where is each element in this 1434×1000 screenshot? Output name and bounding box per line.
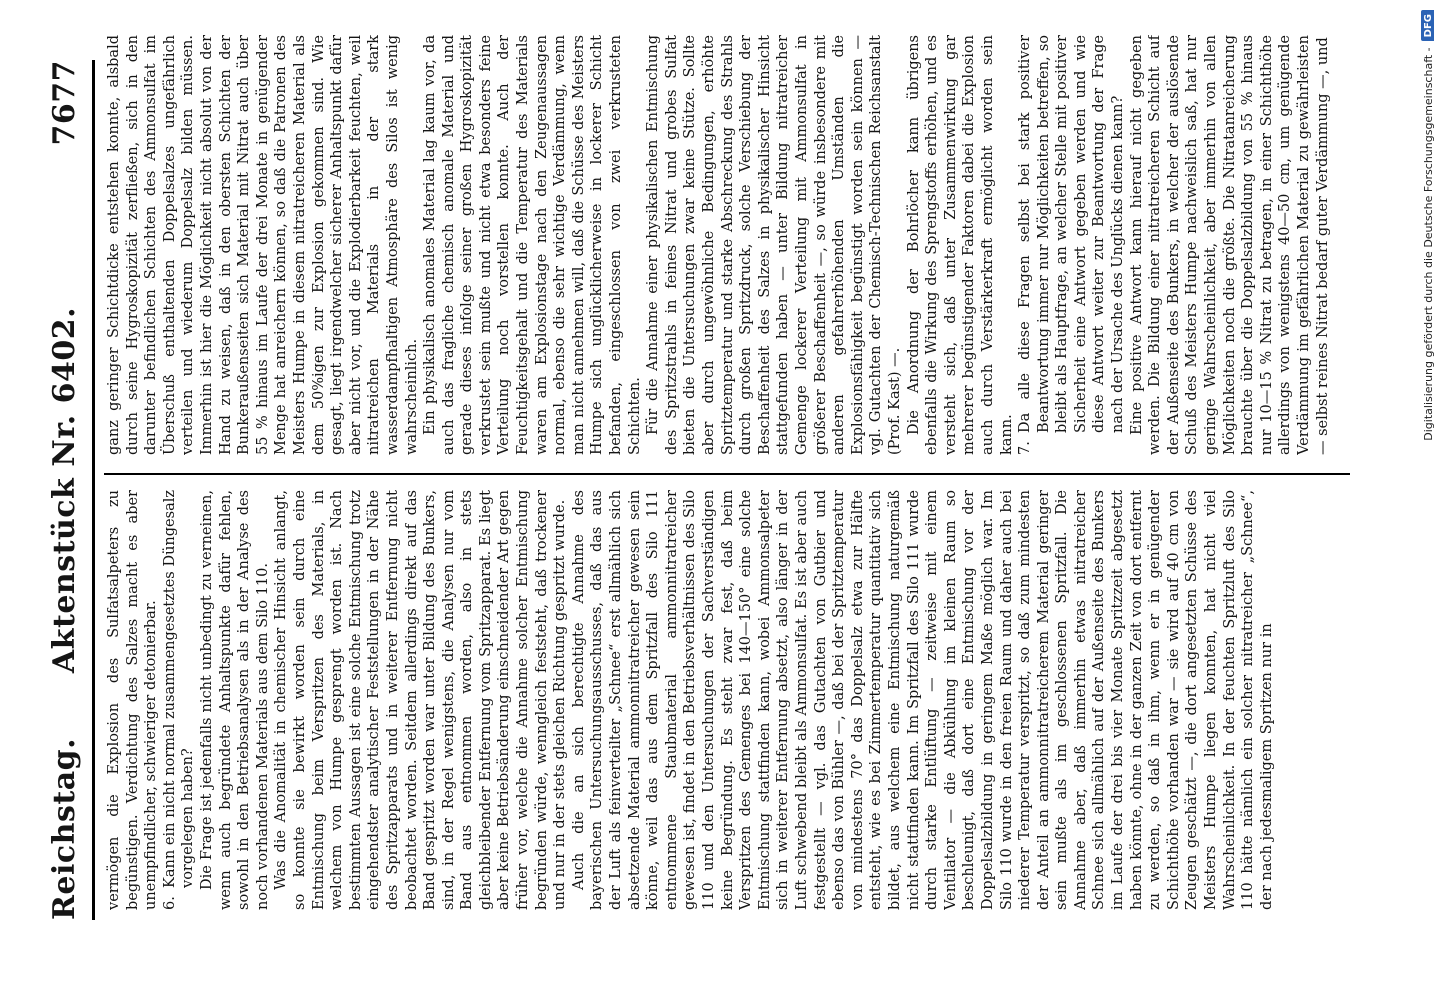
right-column [105,35,1350,455]
left-column [105,490,1350,910]
numbered-item [161,490,198,910]
digitization-note [1408,10,1434,970]
item-text: Da alle diese Fragen selbst bei stark positiver Beantwortung immer nur Möglichkeiten betreffen, so bleibt als Hauptfrage, an welcher Stelle mit positiver Sicherheit eine Antwort gegeben werden und wie diese Antwort weiter zur Beantwortung der Frage nach der Ursache des Unglücks dienen kann? [1017,35,1127,433]
paragraph: Auch die an sich berechtigte Annahme des bayerischen Untersuchungsausschusses, daß das aus der Luft als feinverteilter „Schnee“ erst allmählich sich absetzende Material ammonnitratreicher gewesen sein könne, weil das aus dem Spritzfall des Silo 111 entnommene Staubmaterial ammonnitratreicher gewesen ist, findet in den Betriebsverhältnissen des Silo 110 und den Untersuchungen der Sachverständigen keine Begründung. Es steht zwar fest, daß beim Verspritzen des Gemenges bei 140—150° eine solche Entmischung stattfinden kann, wobei Ammonsalpeter sich in weiterer Entfernung absetzt, also länger in der Luft schwebend bleibt als Ammonsulfat. Es ist aber auch festgestellt — vgl. das Gutachten von Gutbier und ebenso das von Bühler —, daß bei der Spritztemperatur von mindestens 70° das Doppelsalz etwa zur Hälfte entsteht, wie es bei Zimmertemperatur quantitativ sich bildet, aus welchem eine Entmischung naturgemäß nicht stattfinden kann. Im Spritzfall des Silo 111 wurde durch starke Entlüftung — zeitweise mit einem Ventilator — die Abkühlung im kleinen Raum so beschleunigt, daß dort eine Entmischung vor der Doppelsalzbildung in geringem Maße möglich war. Im Silo 110 wurde in den freien Raum und daher auch bei niederer Temperatur verspritzt, so daß zum mindesten der Anteil an ammonnitratreicherem Material geringer sein mußte als im geschlossenen Spritzfall. Die Annahme aber, daß immerhin etwas nitratreicher Schnee sich allmählich auf der Außenseite des Bunkers im Laufe der drei bis vier Monate Spritzzeit abgesetzt haben könnte, ohne in der ganzen Zeit von dort entfernt zu werden, so daß in ihm, wenn er in genügender Schichthöhe vorhanden war — sie wird auf 40 cm von Zeugen geschätzt —, die dort angesetzten Schüsse des Meisters Humpe liegen konnten, hat nicht viel Wahrscheinlichkeit. In der feuchten Spritzluft des Silo 110 hätte nämlich ein solcher nitratreicher „Schnee“, der nach jedesmaligem Spritzen nur in [570,490,1275,910]
paragraph: Die Anordnung der Bohrlöcher kann übrigens ebenfalls die Wirkung des Sprengstoffs erhöhen, und es versteht sich, daß unter Zusammenwirkung gar mehrerer begünstigender Faktoren dabei die Explosion auch durch Verstärkerkraft ermöglicht worden sein kann. [905,35,1015,455]
paragraph: Eine positive Antwort kann hierauf nicht gegeben werden. Die Bildung einer nitratreicheren Schicht auf der Außenseite des Bunkers, in welcher der auslösende Schuß des Meisters Humpe nachweislich saß, hat nur geringe Wahrscheinlichkeit, aber immerhin von allen Möglichkeiten noch die größte. Die Nitratanreicherung brauchte über die Doppelsalzbildung von 55 % hinaus nur 10—15 % Nitrat zu betragen, in einer Schichthöhe allerdings von wenigstens 40—50 cm, um genügende Verdämmung im gefährlichen Material zu gewährleisten — selbst reines Nitrat bedarf guter Verdämmung —, und [1128,35,1331,455]
dfg-logo: DFG [1421,10,1434,41]
document-page [20,20,1380,980]
paragraph: Ein physikalisch anomales Material lag kaum vor, da auch das fragliche chemisch anomale Material und gerade dieses infolge seiner großen Hygroskopizität verkrustet sein mußte und nicht etwa besonders feine Verteilung noch vorstellen konnte. Auch der Feuchtigkeitsgehalt und die Temperatur des Materials waren am Explosionstage nach den Zeugenaussagen normal, ebenso die sehr wichtige Verdämmung, wenn man nicht annehmen will, daß die Schüsse des Meisters Humpe sich unglücklicherweise in lockerer Schicht befanden, eingeschlossen von zwei verkrusteten Schichten. [422,35,643,455]
header-left: Reichstag. [47,737,82,920]
item-number: 6. [161,896,178,910]
item-number: 7. [1017,441,1034,455]
header-title: Aktenstück Nr. 6402. [47,306,82,674]
numbered-item [1016,35,1128,455]
paragraph: vermögen die Explosion des Sulfatsalpeters zu begünstigen. Verdichtung des Salzes macht es aber unempfindlicher, schwieriger detonierbar. [106,490,160,910]
item-text: Kann ein nicht normal zusammengesetztes Düngesalz vorgelegen haben? [161,490,197,888]
paragraph: Was die Anomalität in chemischer Hinsicht anlangt, so konnte sie bewirkt worden sein durch eine Entmischung beim Verspritzen des Materials, in welchem von Humpe gesprengt worden ist. Nach bestimmten Aussagen ist eine solche Entmischung trotz eingehendster analytischer Feststellungen in der Nähe des Spritzapparats und in weiterer Entfernung nicht beobachtet worden. Seitdem allerdings direkt auf das Band gespritzt worden war unter Bildung des Bunkers, sind, in der Regel wenigstens, die Analysen nur vom Band aus entnommen worden, also in stets gleichbleibender Entfernung vom Spritzapparat. Es liegt aber keine Betriebsänderung einschneidender Art gegen früher vor, welche die Annahme solcher Entmischung begründen würde, wenngleich feststeht, daß trockener und nur in der stets gleichen Richtung gespritzt wurde. [273,490,569,910]
column-divider [104,473,1350,475]
digitization-text: Digitalisierung gefördert durch die Deutsche Forschungsgemeinschaft - [1421,47,1434,441]
page-number: 7677 [47,60,82,146]
header-rule [92,60,95,920]
page-header [47,60,110,920]
paragraph: Für die Annahme einer physikalischen Entmischung des Spritzstrahls in feines Nitrat und grobes Sulfat bieten die Untersuchungen zwar keine Stütze. Sollte aber durch ungewöhnliche Bedingungen, erhöhte Spritztemperatur und starke Abschreckung des Strahls durch großen Spritzdruck, solche Verschiebung der Beschaffenheit des Salzes in physikalischer Hinsicht stattgefunden haben — unter Bildung nitratreicher Gemenge lockerer Verteilung mit Ammonsulfat in größerer Beschaffenheit —, so würde insbesondere mit anderen gefahrerhöhenden Umständen die Explosionsfähigkeit begünstigt worden sein können — vgl. Gutachten der Chemisch-Technischen Reichsanstalt (Prof. Kast) —. [645,35,903,455]
paragraph: Die Frage ist jedenfalls nicht unbedingt zu verneinen, wenn auch begründete Anhaltspunkte dafür fehlen, sowohl in den Betriebsanalysen als in der Analyse des noch vorhandenen Materials aus dem Silo 110. [198,490,271,910]
paragraph: ganz geringer Schichtdicke entstehen konnte, alsbald durch seine Hygroskopizität zerfließen, sich in den darunter befindlichen Schichten des Ammonsulfat im Überschuß enthaltenden Doppelsalzes ungefährlich verteilen und wiederum Doppelsalz bilden müssen. Immerhin ist hier die Möglichkeit nicht absolut von der Hand zu weisen, daß in den obersten Schichten der Bunkeraußenseiten sich Material mit Nitrat auch über 55 % hinaus im Laufe der drei Monate in genügender Menge hat anreichern können, so daß die Patronen des Meisters Humpe in diesem nitratreicheren Material als dem 50%igen zur Explosion gekommen sind. Wie gesagt, liegt irgendwelcher sicherer Anhaltspunkt dafür aber nicht vor, und die Explodierbarkeit feuchten, weil nitratreichen Materials in der stark wasserdampfhaltigen Atmosphäre des Silos ist wenig wahrscheinlich. [106,35,420,455]
